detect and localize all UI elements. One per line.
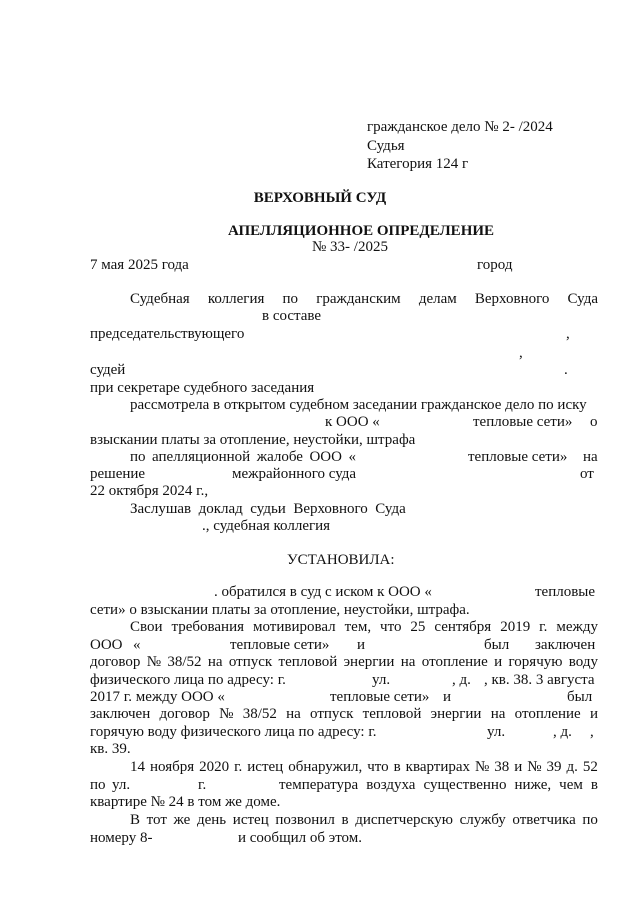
paragraph-2-line-4-c: , д. xyxy=(452,672,471,688)
paragraph-2-line-4-b: ул. xyxy=(372,672,391,688)
paragraph-2-line-4-a: физического лица по адресу: г. xyxy=(90,672,286,688)
decision-court: межрайонного суда xyxy=(232,466,357,482)
paragraph-2-line-5-d: был xyxy=(567,689,593,705)
paragraph-2-line-7-c: , д. xyxy=(553,724,572,740)
decision-date: 22 октября 2024 г., xyxy=(90,483,209,499)
case-number-line: гражданское дело № 2- /2024 xyxy=(367,119,553,135)
document-city: город xyxy=(477,257,513,273)
intro-line-1: Судебная коллегия по гражданским делам Верховного Суда xyxy=(130,291,598,307)
paragraph-2-line-2-b: « xyxy=(133,637,141,653)
judges-label: судей xyxy=(90,362,126,378)
paragraph-2-line-8: кв. 39. xyxy=(90,741,131,757)
punctuation: , xyxy=(519,345,523,361)
paragraph-2-line-5-a: 2017 г. между ООО « xyxy=(90,689,225,705)
document-title: АПЕЛЛЯЦИОННОЕ ОПРЕДЕЛЕНИЕ xyxy=(228,223,495,239)
paragraph-3-line-2-rest: температура воздуха существенно ниже, чем в xyxy=(279,777,598,793)
paragraph-2-line-6: заключен договор № 38/52 на отпуск тепловой энергии на отопление и xyxy=(90,706,598,722)
paragraph-2-line-2-a: ООО xyxy=(90,637,123,653)
decision-label: решение xyxy=(90,466,146,482)
paragraph-2-line-4-d: , кв. 38. 3 августа xyxy=(484,672,595,688)
paragraph-1-end: сети» о взыскании платы за отопление, неустойки, штрафа. xyxy=(90,602,470,618)
paragraph-3-line-2-b: ул. xyxy=(112,777,131,793)
paragraph-1-start: . обратился в суд с иском к ООО « xyxy=(214,584,432,600)
section-heading: УСТАНОВИЛА: xyxy=(287,552,395,568)
considered-line: рассмотрела в открытом судебном заседании гражданское дело по иску xyxy=(130,397,587,413)
paragraph-3-line-3: квартире № 24 в том же доме. xyxy=(90,794,281,810)
report-line: Заслушав доклад судьи Верховного Суда xyxy=(130,501,406,517)
paragraph-3-line-2-c: г. xyxy=(198,777,207,793)
punctuation: . xyxy=(564,362,568,378)
appeal-line-start: по апелляционной жалобе ООО « xyxy=(130,449,356,465)
report-tail: ., судебная коллегия xyxy=(202,518,331,534)
defendant-prefix: к ООО « xyxy=(325,414,380,430)
paragraph-3-line-2-a: по xyxy=(90,777,106,793)
paragraph-2-line-2-f: заключен xyxy=(535,637,596,653)
paragraph-4-line-1: В тот же день истец позвонил в диспетчерскую службу ответчика по xyxy=(130,812,598,828)
paragraph-2-line-2-e: был xyxy=(484,637,510,653)
paragraph-2-line-5-c: и xyxy=(443,689,452,705)
paragraph-2-line-5-b: тепловые сети» xyxy=(330,689,430,705)
decision-from: от xyxy=(580,466,594,482)
appeal-line-defendant: тепловые сети» xyxy=(468,449,568,465)
judge-line: Судья xyxy=(367,138,405,154)
paragraph-1-word: тепловые xyxy=(535,584,596,600)
paragraph-4-line-2-a: номеру 8- xyxy=(90,830,153,846)
category-line: Категория 124 г xyxy=(367,156,469,172)
paragraph-4-line-2-b: и сообщил об этом. xyxy=(238,830,363,846)
paragraph-3-line-1: 14 ноября 2020 г. истец обнаружил, что в квартирах № 38 и № 39 д. 52 xyxy=(130,759,598,775)
defendant-tail: о xyxy=(590,414,598,430)
appeal-line-tail: на xyxy=(583,449,598,465)
paragraph-2-line-2-d: и xyxy=(357,637,366,653)
paragraph-2-line-7-a: горячую воду физического лица по адресу: г. xyxy=(90,724,377,740)
paragraph-2-line-2-c: тепловые сети» xyxy=(230,637,330,653)
defendant-suffix: тепловые сети» xyxy=(473,414,573,430)
document-date: 7 мая 2025 года xyxy=(90,257,189,273)
document-number: № 33- /2025 xyxy=(312,239,388,255)
punctuation: , xyxy=(566,326,570,342)
paragraph-2-line-3: договор № 38/52 на отпуск тепловой энергии на отопление и горячую воду xyxy=(90,654,598,670)
court-title: ВЕРХОВНЫЙ СУД xyxy=(253,190,387,206)
paragraph-2-line-7-b: ул. xyxy=(487,724,506,740)
paragraph-2-line-7-d: , xyxy=(590,724,594,740)
presiding-label: председательствующего xyxy=(90,326,245,342)
claim-subject: взыскании платы за отопление, неустойки, штрафа xyxy=(90,432,416,448)
paragraph-2-line-1: Свои требования мотивировал тем, что 25 сентября 2019 г. между xyxy=(130,619,598,635)
intro-composition: в составе xyxy=(262,308,322,324)
secretary-label: при секретаре судебного заседания xyxy=(90,380,315,396)
